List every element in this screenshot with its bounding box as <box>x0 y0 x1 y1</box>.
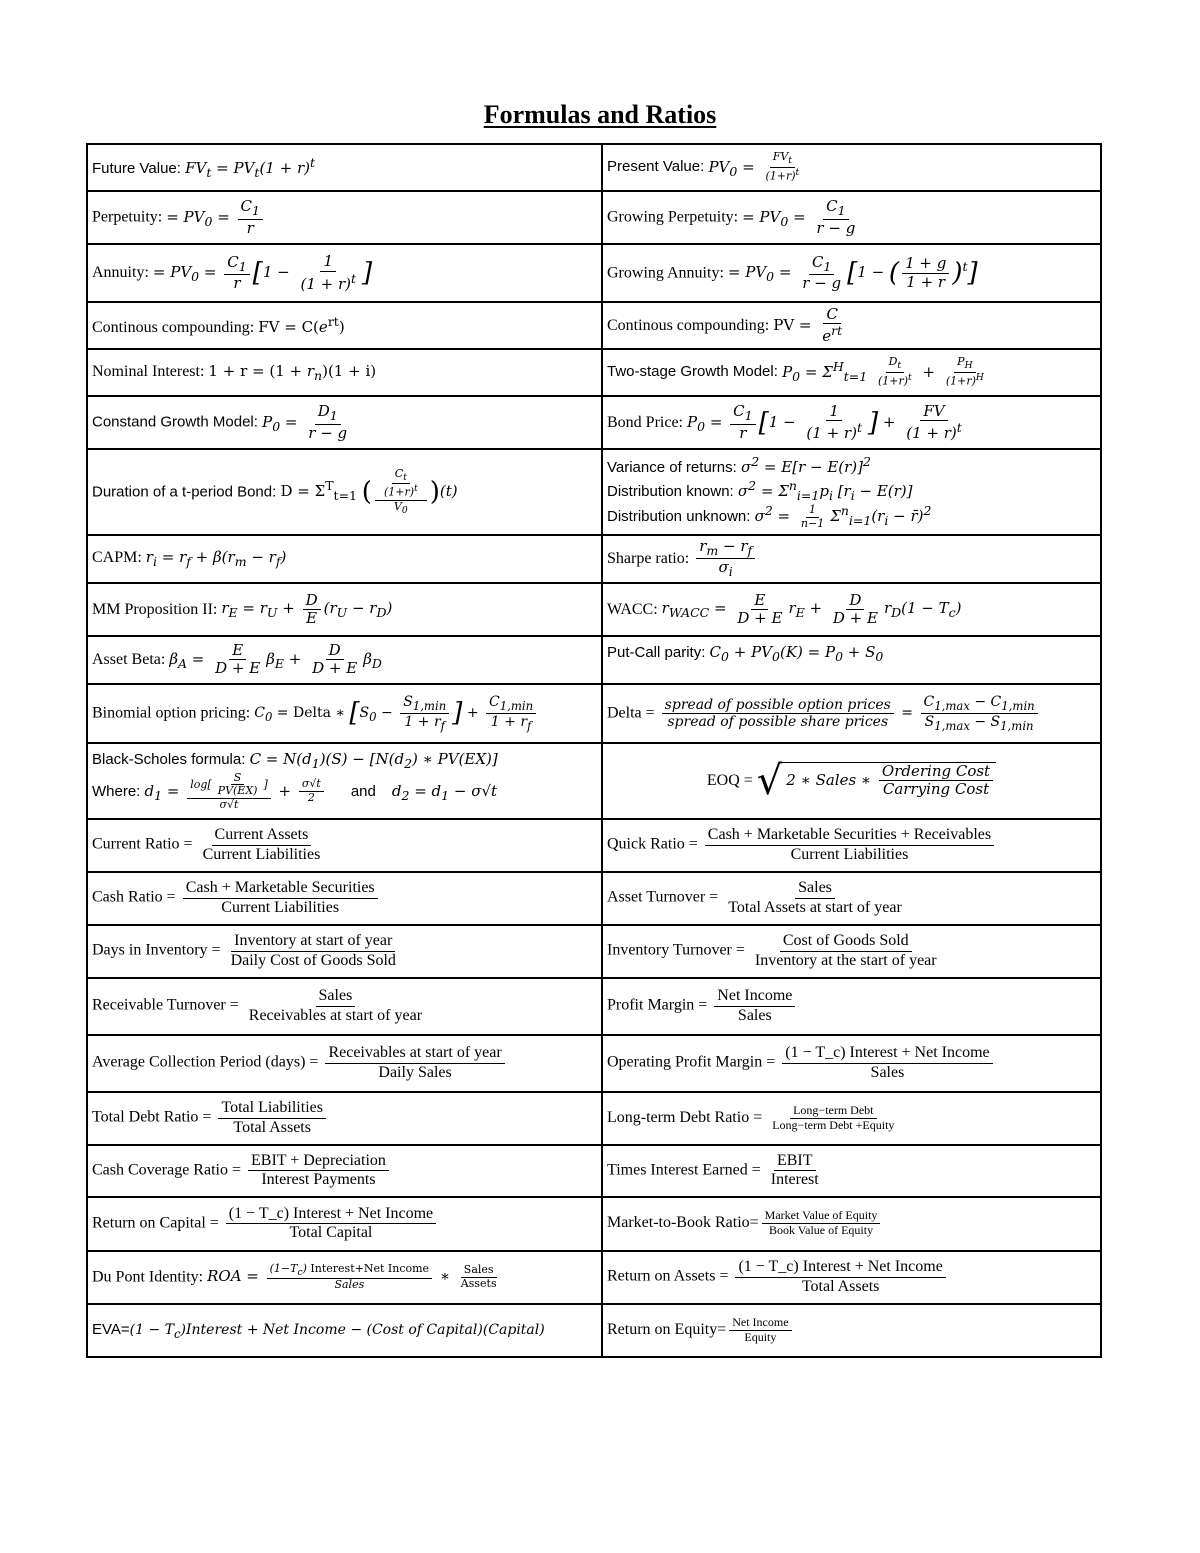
formula-cell <box>87 1145 602 1197</box>
formula-label: Perpetuity: <box>92 208 167 226</box>
ratio-numerator: Long−term Debt <box>790 1104 876 1119</box>
formula-expression: $r_E = r_U$ + $\frac{D}{E}$ $(r_U - r_D)$ <box>221 590 393 627</box>
ratio-numerator: Cash + Marketable Securities <box>183 879 378 898</box>
formula-cell <box>87 244 602 302</box>
ratio-numerator: (1 − T_c) Interest + Net Income <box>735 1258 945 1277</box>
table-row <box>87 925 1101 978</box>
page-title: Formulas and Ratios <box>483 100 717 129</box>
formula-cell <box>87 449 602 535</box>
formula-cell <box>602 636 1101 684</box>
formula-cell <box>87 872 602 925</box>
formula-cell <box>602 872 1101 925</box>
ratio-fraction <box>725 879 905 917</box>
ratio-denominator: Interest Payments <box>261 1171 376 1189</box>
formula-expression: $C_0$ = Delta ∗ [$S_0$ − $S_{1,min}$ $1 + r_f$ ] + $C_{1,min}$ $1 + r_f$ <box>254 705 539 721</box>
formula-label: Du Pont Identity: <box>92 1268 208 1286</box>
formula-label: Days in Inventory = <box>92 941 225 959</box>
ratio-denominator: Total Assets <box>801 1277 880 1295</box>
table-row <box>87 1035 1101 1092</box>
table-row <box>87 1197 1101 1251</box>
formula-label: Continous compounding: <box>607 316 774 334</box>
formula-label: Operating Profit Margin = <box>607 1053 780 1071</box>
formula-cell <box>87 819 602 872</box>
formula-expression: $P_0$ = $\frac{D_1}{r - g}$ <box>262 402 348 442</box>
formula-expression: $FV_t = PV_t(1 + r)^t$ <box>185 154 316 180</box>
formula-label: Market-to-Book Ratio= <box>607 1214 759 1232</box>
formula-label: Duration of a t-period Bond: <box>92 482 281 500</box>
formula-expression: $\sigma^2 = \Sigma^n_{i=1}p_i$ $[r_i - E(r)]$ <box>737 477 913 503</box>
formula-cell <box>87 349 602 396</box>
table-row <box>87 191 1101 244</box>
formula-label: Cash Ratio = <box>92 888 180 906</box>
formula-label: Black-Scholes formula: <box>92 750 250 768</box>
formula-cell <box>602 1145 1101 1197</box>
formula-expression: $P_0 = \Sigma^H_{t=1}$ $\frac{D_t}{(1+r)^t}$ + $\frac{P_H}{(1+r)^H}$ <box>782 355 984 388</box>
formulas-table <box>86 143 1102 1358</box>
formula-expression: $r_i = r_f + \beta(r_m - r_f)$ <box>145 548 287 570</box>
formula-cell <box>87 302 602 349</box>
formula-cell <box>602 144 1101 191</box>
ratio-fraction <box>735 1258 945 1296</box>
formula-cell <box>87 743 602 819</box>
formula-cell <box>87 1197 602 1251</box>
formula-label: Delta = <box>607 704 659 722</box>
formula-expression: $P_0$ = $\frac{C_1}{r}$ [1 − $\frac{1}{(1 + r)^t}$ ] + $\frac{FV}{(1 + r)^t}$ <box>687 401 962 442</box>
formula-label: Nominal Interest: <box>92 362 209 380</box>
formula-expression: PV = C $e^{rt}$ <box>773 304 843 345</box>
formula-cell <box>87 1251 602 1304</box>
table-row <box>87 449 1101 535</box>
table-row <box>87 396 1101 449</box>
formula-cell <box>87 925 602 978</box>
ratio-denominator: Current Liabilities <box>221 898 340 916</box>
table-row <box>87 743 1101 819</box>
ratio-denominator: Receivables at start of year <box>248 1006 423 1024</box>
ratio-numerator: EBIT + Depreciation <box>248 1152 389 1171</box>
formula-label: EOQ = <box>706 771 757 789</box>
ratio-fraction <box>228 932 399 970</box>
formula-cell <box>87 1092 602 1145</box>
formula-cell <box>602 1304 1101 1357</box>
formula-label: Quick Ratio = <box>607 835 702 853</box>
formula-label: Two-stage Growth Model: <box>607 363 783 381</box>
table-row <box>87 144 1101 191</box>
formula-label: Growing Annuity: <box>607 264 728 281</box>
table-row <box>87 872 1101 925</box>
formula-cell <box>87 636 602 684</box>
formula-cell <box>602 925 1101 978</box>
ratio-numerator: Net Income <box>729 1316 791 1331</box>
formula-label: Distribution known: <box>607 482 738 500</box>
formula-expression: $\sigma^2 = E[r - E(r)]^2$ <box>740 453 871 476</box>
table-row <box>87 244 1101 302</box>
table-row <box>87 302 1101 349</box>
formula-cell <box>602 449 1101 535</box>
ratio-denominator: Interest <box>770 1171 819 1189</box>
ratio-denominator: Book Value of Equity <box>769 1223 874 1238</box>
formula-label: Distribution unknown: <box>607 508 755 526</box>
table-row <box>87 349 1101 396</box>
ratio-fraction <box>325 1044 504 1082</box>
table-row <box>87 1304 1101 1357</box>
formula-expression: √ 2 ∗ Sales ∗ Ordering Cost Carrying Cost <box>757 771 996 789</box>
formula-label: Asset Beta: <box>92 650 170 668</box>
ratio-denominator: Current Liabilities <box>202 845 321 863</box>
formula-label: MM Proposition II: <box>92 600 222 618</box>
formula-label: WACC: <box>607 600 662 618</box>
formula-expression: spread of possible option prices spread of possible share prices = $C_{1,max} - C_{1,min}$ $S_{1,max} - S_{1,min}$ <box>659 705 1041 721</box>
formula-cell <box>87 191 602 244</box>
ratio-fraction <box>246 987 425 1025</box>
ratio-denominator: Inventory at the start of year <box>754 951 937 969</box>
ratio-numerator: (1 − T_c) Interest + Net Income <box>782 1044 992 1063</box>
formula-cell <box>87 978 602 1035</box>
formula-cell <box>602 349 1101 396</box>
formula-label: Annuity: <box>92 264 153 281</box>
formula-cell <box>602 191 1101 244</box>
formula-expression: $PV_0$ = $FV_t$ $(1+r)^t$ <box>708 150 800 183</box>
ratio-denominator: Daily Sales <box>378 1063 452 1081</box>
table-row <box>87 1251 1101 1304</box>
formula-cell <box>87 1304 602 1357</box>
ratio-numerator: Total Liabilities <box>218 1099 326 1118</box>
formula-cell <box>602 978 1101 1035</box>
formula-label: Continous compounding: <box>92 318 259 336</box>
formula-label: Where: <box>92 782 145 800</box>
formula-label: Times Interest Earned = <box>607 1161 765 1179</box>
ratio-numerator: Sales <box>795 879 835 898</box>
table-row <box>87 535 1101 583</box>
formula-label: Return on Equity= <box>607 1320 727 1338</box>
formula-expression: $C_0 + PV_0(K) = P_0 + S_0$ <box>709 642 884 664</box>
formula-cell <box>87 144 602 191</box>
formula-cell <box>87 583 602 636</box>
formula-cell <box>602 1197 1101 1251</box>
table-row <box>87 636 1101 684</box>
ratio-fraction <box>752 932 940 970</box>
formula-cell <box>87 396 602 449</box>
formula-expression: = $PV_0$ = $\frac{C_1}{r}$ [1 − $\frac{1}{(1 + r)^t}$ ] <box>152 252 373 293</box>
formula-expression: $\sigma^2$ = $\frac{1}{n-1}$ $\Sigma^n_{i=1}(r_i$ − r̄)$^2$ <box>754 503 932 530</box>
formula-expression: $1 + r = (1 + r_n)(1 + i)$ <box>208 361 377 383</box>
ratio-fraction <box>248 1152 389 1190</box>
ratio-fraction <box>183 879 378 917</box>
formula-expression: $\beta_A$ = $\frac{E}{D + E}$ $\beta_E$ + $\frac{D}{D + E}$ $\beta_D$ <box>169 641 382 678</box>
ratio-numerator: Cash + Marketable Securities + Receivables <box>705 826 994 845</box>
ratio-numerator: Current Assets <box>212 826 312 845</box>
formula-cell <box>602 1251 1101 1304</box>
formula-expression: = $PV_0$ = $\frac{C_1}{r - g}$ [1 − ( $\frac{1 + g}{1 + r}$ )$^t$] <box>727 252 978 293</box>
ratio-numerator: Receivables at start of year <box>325 1044 504 1063</box>
formula-expression: $d_2 = d_1 - \sigma√t$ <box>391 781 498 803</box>
formula-cell <box>87 535 602 583</box>
formula-label: Future Value: <box>92 159 186 177</box>
formula-expression: FV = $C(e^{rt})$ <box>258 313 345 336</box>
ratio-numerator: Cost of Goods Sold <box>780 932 912 951</box>
formula-label: Return on Assets = <box>607 1267 733 1285</box>
ratio-denominator: Equity <box>744 1329 777 1344</box>
formula-label: Receivable Turnover = <box>92 996 243 1014</box>
formula-label: Sharpe ratio: <box>607 549 694 567</box>
ratio-fraction <box>729 1316 791 1345</box>
ratio-denominator: Sales <box>737 1006 772 1024</box>
formula-label: Total Debt Ratio = <box>92 1108 216 1126</box>
formula-label: Variance of returns: <box>607 458 741 476</box>
ratio-numerator: Sales <box>316 987 356 1006</box>
ratio-fraction <box>768 1152 822 1190</box>
formula-label: Inventory Turnover = <box>607 941 749 959</box>
ratio-fraction <box>226 1205 436 1243</box>
formula-label: Profit Margin = <box>607 996 712 1014</box>
table-row <box>87 583 1101 636</box>
formula-label: Return on Capital = <box>92 1214 223 1232</box>
ratio-denominator: Total Capital <box>289 1224 373 1242</box>
ratio-numerator: Inventory at start of year <box>231 932 395 951</box>
formula-label: Binomial option pricing: <box>92 704 255 722</box>
formula-cell <box>602 535 1101 583</box>
formula-cell <box>602 1092 1101 1145</box>
formula-cell <box>602 743 1101 819</box>
ratio-denominator: Total Assets <box>233 1118 311 1136</box>
formula-label: Long-term Debt Ratio = <box>607 1108 767 1126</box>
table-row <box>87 1145 1101 1197</box>
formula-label: Cash Coverage Ratio = <box>92 1161 245 1179</box>
formula-cell <box>602 244 1101 302</box>
formula-label: Bond Price: <box>607 413 687 431</box>
formula-expression: $C = N(d_1)(S) - [N(d_2)$ ∗ PV(EX)] <box>249 749 498 771</box>
formula-label: Growing Perpetuity: <box>607 208 743 226</box>
formula-expression: = $PV_0$ = $\frac{C_1}{r}$ <box>166 208 266 226</box>
ratio-denominator: Sales <box>870 1063 905 1081</box>
formula-cell <box>602 583 1101 636</box>
table-row <box>87 684 1101 743</box>
ratio-fraction <box>705 826 994 864</box>
ratio-fraction <box>769 1104 897 1133</box>
formula-cell <box>602 302 1101 349</box>
ratio-fraction <box>200 826 324 864</box>
formula-cell <box>602 396 1101 449</box>
formula-label: CAPM: <box>92 549 146 567</box>
formula-label: EVA= <box>92 1320 130 1338</box>
formula-label: Put-Call parity: <box>607 643 710 661</box>
table-row <box>87 1092 1101 1145</box>
ratio-numerator: (1 − T_c) Interest + Net Income <box>226 1205 436 1224</box>
ratio-denominator: Daily Cost of Goods Sold <box>230 951 396 969</box>
ratio-denominator: Long−term Debt +Equity <box>772 1117 895 1132</box>
formula-label: Constand Growth Model: <box>92 413 263 431</box>
ratio-fraction <box>782 1044 992 1082</box>
ratio-fraction <box>218 1099 326 1137</box>
ratio-numerator: Market Value of Equity <box>762 1209 881 1224</box>
ratio-denominator: Total Assets at start of year <box>728 898 902 916</box>
formula-cell <box>602 684 1101 743</box>
formula-cell <box>602 819 1101 872</box>
and-label: and <box>350 782 376 800</box>
formula-expression: = $PV_0$ = $\frac{C_1}{r - g}$ <box>742 197 856 237</box>
formula-cell <box>87 1035 602 1092</box>
formula-expression: $\frac{r_m - r_f}{\sigma_i}$ <box>693 549 758 567</box>
formula-label: Average Collection Period (days) = <box>92 1053 323 1071</box>
formula-expression: $(1 - T_c)Interest$ + Net Income − (Cost of Capital)(Capital) <box>129 1321 545 1341</box>
formula-cell <box>87 684 602 743</box>
formula-label: Present Value: <box>607 158 709 176</box>
table-row <box>87 819 1101 872</box>
formula-expression: $r_{WACC}$ = $\frac{E}{D + E}$ $r_E$ + $\frac{D}{D + E}$ $r_D(1 - T_c)$ <box>661 590 962 627</box>
formula-expression: $d_1$ = log[ $\frac{S}{PV(EX)}$ ] σ√t + $\frac{\sigma√t}{2}$ <box>145 782 327 800</box>
ratio-numerator: Net Income <box>714 987 795 1006</box>
table-row <box>87 978 1101 1035</box>
formula-expression: $D = \Sigma^T_{t=1}$ ( $\frac{\frac{C_t}{(1+r)^t}}{V_0}$ )(t) <box>280 466 458 516</box>
ratio-denominator: Current Liabilities <box>790 845 909 863</box>
ratio-fraction <box>714 987 795 1025</box>
formula-expression: ROA = $(1-T_c)$ Interest+Net Income Sales ∗ Sales Assets <box>207 1261 497 1292</box>
formula-cell <box>602 1035 1101 1092</box>
formula-label: Asset Turnover = <box>607 888 723 906</box>
ratio-fraction <box>762 1209 881 1238</box>
formula-label: Current Ratio = <box>92 835 197 853</box>
ratio-numerator: EBIT <box>774 1152 816 1171</box>
